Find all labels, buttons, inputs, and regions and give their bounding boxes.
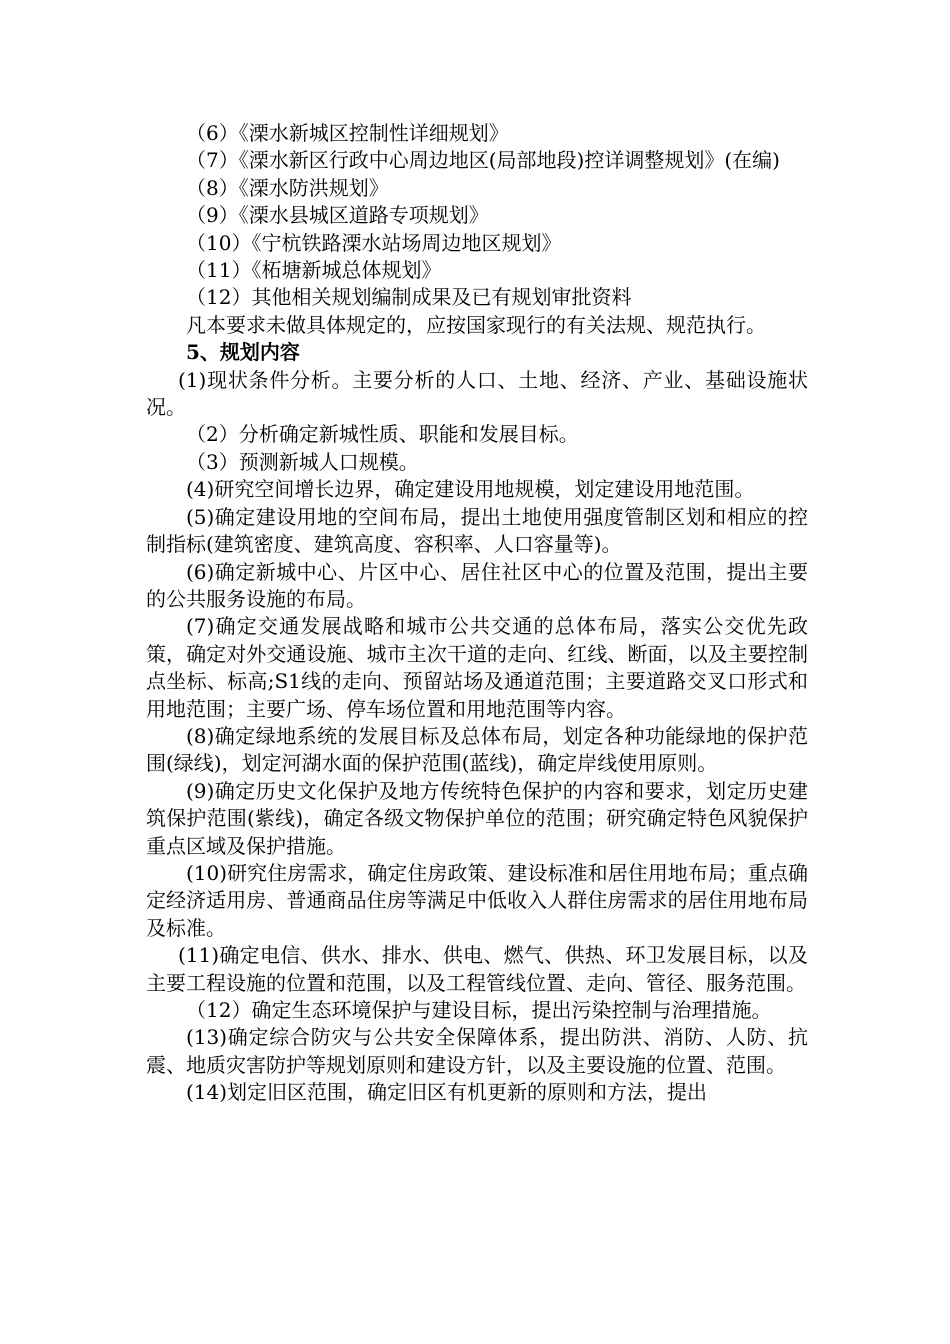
content-item-13: (13)确定综合防灾与公共安全保障体系，提出防洪、消防、人防、抗震、地质灾害防护等规划原则和建设方针，以及主要设施的位置、范围。 bbox=[146, 1025, 808, 1077]
content-item-9: (9)确定历史文化保护及地方传统特色保护的内容和要求，划定历史建筑保护范围(紫线)，确定各级文物保护单位的范围；研究确定特色风貌保护重点区域及保护措施。 bbox=[146, 778, 808, 858]
content-item-12: （12）确定生态环境保护与建设目标，提出污染控制与治理措施。 bbox=[186, 998, 772, 1022]
reference-item-6: （6）《溧水新城区控制性详细规划》 bbox=[186, 121, 509, 145]
document-page bbox=[146, 120, 808, 1107]
reference-item-9: （9）《溧水县城区道路专项规划》 bbox=[186, 203, 489, 228]
reference-item-11: （11）《柘塘新城总体规划》 bbox=[186, 258, 442, 283]
content-item-2: （2）分析确定新城性质、职能和发展目标。 bbox=[186, 422, 579, 447]
content-item-3: （3）预测新城人口规模。 bbox=[186, 449, 419, 474]
general-note: 凡本要求未做具体规定的，应按国家现行的有关法规、规范执行。 bbox=[186, 312, 766, 337]
reference-item-8: （8）《溧水防洪规划》 bbox=[186, 175, 389, 200]
content-item-8: (8)确定绿地系统的发展目标及总体布局，划定各种功能绿地的保护范围(绿线)，划定河湖水面的保护范围(蓝线)，确定岸线使用原则。 bbox=[146, 723, 808, 776]
content-item-6: (6)确定新城中心、片区中心、居住社区中心的位置及范围，提出主要的公共服务设施的布局。 bbox=[146, 559, 808, 611]
section-heading: 5、规划内容 bbox=[186, 340, 300, 365]
content-item-14: (14)划定旧区范围，确定旧区有机更新的原则和方法，提出 bbox=[186, 1080, 708, 1105]
content-item-1: (1)现状条件分析。主要分析的人口、土地、经济、产业、基础设施状况。 bbox=[146, 367, 808, 420]
content-item-4: (4)研究空间增长边界，确定建设用地规模，划定建设用地范围。 bbox=[186, 477, 755, 502]
reference-item-7: （7）《溧水新区行政中心周边地区(局部地段)控详调整规划》(在编) bbox=[186, 148, 780, 173]
content-item-7: (7)确定交通发展战略和城市公共交通的总体布局，落实公交优先政策，确定对外交通设施、城市主次干道的走向、红线、断面，以及主要控制点坐标、标高;S1线的走向、预留站场及通道范围；主要道路交叉口形式和用地范围；主要广场、停车场位置和用地范围等内容。 bbox=[146, 614, 808, 721]
reference-item-10: （10）《宁杭铁路溧水站场周边地区规划》 bbox=[186, 230, 562, 255]
reference-item-12: （12）其他相关规划编制成果及已有规划审批资料 bbox=[186, 285, 632, 310]
content-item-10: (10)研究住房需求，确定住房政策、建设标准和居住用地布局；重点确定经济适用房、普通商品住房等满足中低收入人群住房需求的居住用地布局及标准。 bbox=[146, 860, 808, 940]
content-item-11: (11)确定电信、供水、排水、供电、燃气、供热、环卫发展目标，以及主要工程设施的位置和范围，以及工程管线位置、走向、管径、服务范围。 bbox=[146, 943, 808, 995]
content-item-5: (5)确定建设用地的空间布局，提出土地使用强度管制区划和相应的控制指标(建筑密度、建筑高度、容积率、人口容量等)。 bbox=[146, 504, 808, 557]
